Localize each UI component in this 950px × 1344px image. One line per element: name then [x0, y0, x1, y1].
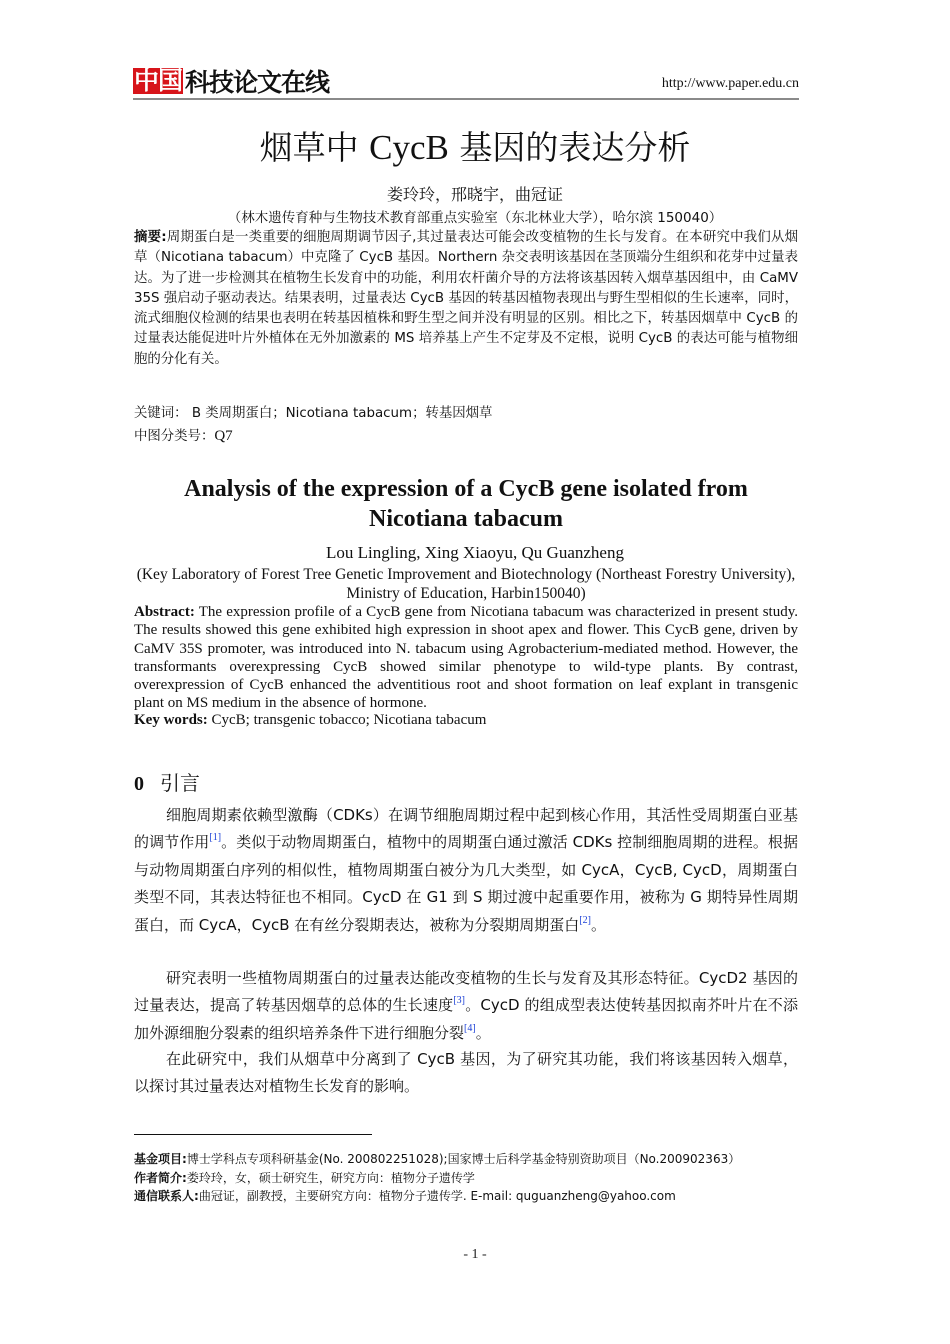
paragraph-text: 细胞周期素依赖型激酶（CDKs）在调节细胞周期过程中起到核心作用，其活性受周期蛋白亚基的调节作用	[134, 806, 798, 852]
footnote-text: 曲冠证，副教授，主要研究方向：植物分子遗传学. E-mail: quguanzheng@yahoo.com	[198, 1189, 676, 1203]
header-divider	[133, 98, 799, 100]
title-cn-part: 烟草中	[259, 128, 370, 167]
paragraph-text: 。类似于动物周期蛋白，植物中的周期蛋白通过激活 CDKs 控制细胞周期的进程。根据与动物周期蛋白序列的相似性，植物周期蛋白被分为几大类型，如 CycA，CycB, CycD，周期蛋白类型不同，其表达特征也不相同。CycD 在 G1 到 S 期过渡中起重要作用，被称为 G 期特异性周期蛋白，而 CycA，CycB 在有丝分裂期表达，被称为分裂期周期蛋白	[134, 833, 798, 934]
keywords-english	[134, 712, 798, 729]
abstract-cn-text: 周期蛋白是一类重要的细胞周期调节因子,其过量表达可能会改变植物的生长与发育。在本研究中我们从烟草（Nicotiana tabacum）中克隆了 CycB 基因。Northern 杂交表明该基因在茎顶端分生组织和花芽中过量表达。为了进一步检测其在植物生长发育中的功能，利用农杆菌介导的方法将该基因转入烟草基因组中，由 CaMV 35S 强启动子驱动表达。结果表明，过量表达 CycB 基因的转基因植物表现出与野生型相似的生长速率，同时，流式细胞仪检测的结果也表明在转基因植株和野生型之间并没有明显的区别。相比之下，转基因烟草中 CycB 的过量表达能促进叶片外植体在无外加激素的 MS 培养基上产生不定芽及不定根，说明 CycB 的表达可能与植物细胞的分化有关。	[134, 230, 798, 367]
footnote-funding	[134, 1150, 814, 1169]
footnote-label: 作者简介:	[134, 1170, 187, 1185]
paragraph-text: 。	[590, 915, 606, 934]
affiliation-chinese: （林木遗传育种与生物技术教育部重点实验室（东北林业大学），哈尔滨 150040）	[227, 210, 723, 226]
clc-label: 中图分类号：	[134, 429, 215, 444]
citation-link-2[interactable]: [2]	[579, 914, 591, 926]
abstract-en-text: The expression profile of a CycB gene from Nicotiana tabacum was characterized in present study. The results showed this gene exhibited high expression in shoot apex and flower. This CycB gene, driven by CaMV 35S promoter, was introduced into N. tabacum using Agrobacterium-mediated method. However, the transformants overexpressing CycB showed similar phenotype to wild-type plants. By contrast, overexpression of CycB enhanced the adventitious root and shoot formation on leaf explant in transgenic plant on MS medium in the absence of hormone.	[134, 604, 798, 712]
citation-link-4[interactable]: [4]	[464, 1022, 476, 1034]
authors-chinese: 娄玲玲，邢晓宇，曲冠证	[386, 185, 563, 204]
logo-black-part: 科技论文在线	[185, 68, 330, 97]
footnote-contact	[134, 1187, 814, 1206]
affiliation-english: (Key Laboratory of Forest Tree Genetic Improvement and Biotechnology (Northeast Forestry University), Ministry of Education, Harbin150040)	[136, 566, 796, 602]
citation-link-3[interactable]: [3]	[453, 995, 465, 1007]
classification-number	[134, 425, 798, 445]
site-logo[interactable]	[133, 66, 329, 96]
footnotes	[134, 1150, 814, 1206]
title-english: Analysis of the expression of a CycB gene isolated from Nicotiana tabacum	[184, 476, 748, 532]
keywords-en-text: CycB; transgenic tobacco; Nicotiana tabacum	[207, 712, 487, 728]
page-header	[133, 66, 799, 98]
authors-english: Lou Lingling, Xing Xiaoyu, Qu Guanzheng	[326, 543, 624, 562]
keywords-cn-text: B 类周期蛋白；Nicotiana tabacum；转基因烟草	[187, 406, 493, 421]
page-number: - 1 -	[463, 1247, 487, 1262]
paragraph-text: 。	[475, 1023, 491, 1042]
section-title: 引言	[160, 771, 200, 795]
footnote-text: 娄玲玲，女，硕士研究生，研究方向：植物分子遗传学	[186, 1170, 475, 1185]
keywords-chinese	[134, 402, 798, 421]
section-number: 0	[134, 773, 144, 795]
footnote-divider	[134, 1134, 372, 1135]
intro-paragraph-2	[134, 965, 798, 1047]
intro-paragraph-3	[134, 1046, 798, 1101]
paragraph-text: 在此研究中，我们从烟草中分离到了 CycB 基因，为了研究其功能，我们将该基因转入烟草，以探讨其过量表达对植物生长发育的影响。	[134, 1050, 798, 1096]
title-cn-part: 基因的表达分析	[448, 128, 691, 167]
abstract-cn-label: 摘要:	[134, 230, 167, 245]
keywords-en-label: Key words:	[134, 712, 208, 728]
logo-red-part: 中国	[134, 66, 183, 95]
keywords-cn-label: 关键词：	[134, 406, 188, 421]
paragraph-text: 研究表明一些植物周期蛋白的过量表达能改变植物的生长与发育及其形态特征。CycD2 基因的过量表达，提高了转基因烟草的总体的生长速度	[134, 969, 798, 1015]
abstract-chinese	[134, 228, 798, 370]
footnote-text: 博士学科点专项科研基金(No. 200802251028);国家博士后科学基金特别资助项目（No.200902363）	[186, 1152, 741, 1166]
title-chinese	[0, 122, 950, 169]
title-cn-gene: CycB	[369, 128, 449, 167]
footnote-label: 通信联系人:	[134, 1189, 199, 1203]
intro-paragraph-1	[134, 802, 798, 939]
abstract-english	[134, 603, 798, 713]
site-url[interactable]: http://www.paper.edu.cn	[661, 76, 799, 91]
footnote-label: 基金项目:	[134, 1152, 187, 1166]
paragraph-text: 。CycD 的组成型表达使转基因拟南芥叶片在不添加外源细胞分裂素的组织培养条件下进行细胞分裂	[134, 996, 798, 1042]
abstract-en-label: Abstract:	[134, 604, 195, 620]
citation-link-1[interactable]: [1]	[209, 832, 222, 844]
footnote-author	[134, 1169, 814, 1188]
section-heading-introduction	[134, 767, 200, 796]
clc-value: Q7	[214, 428, 233, 444]
